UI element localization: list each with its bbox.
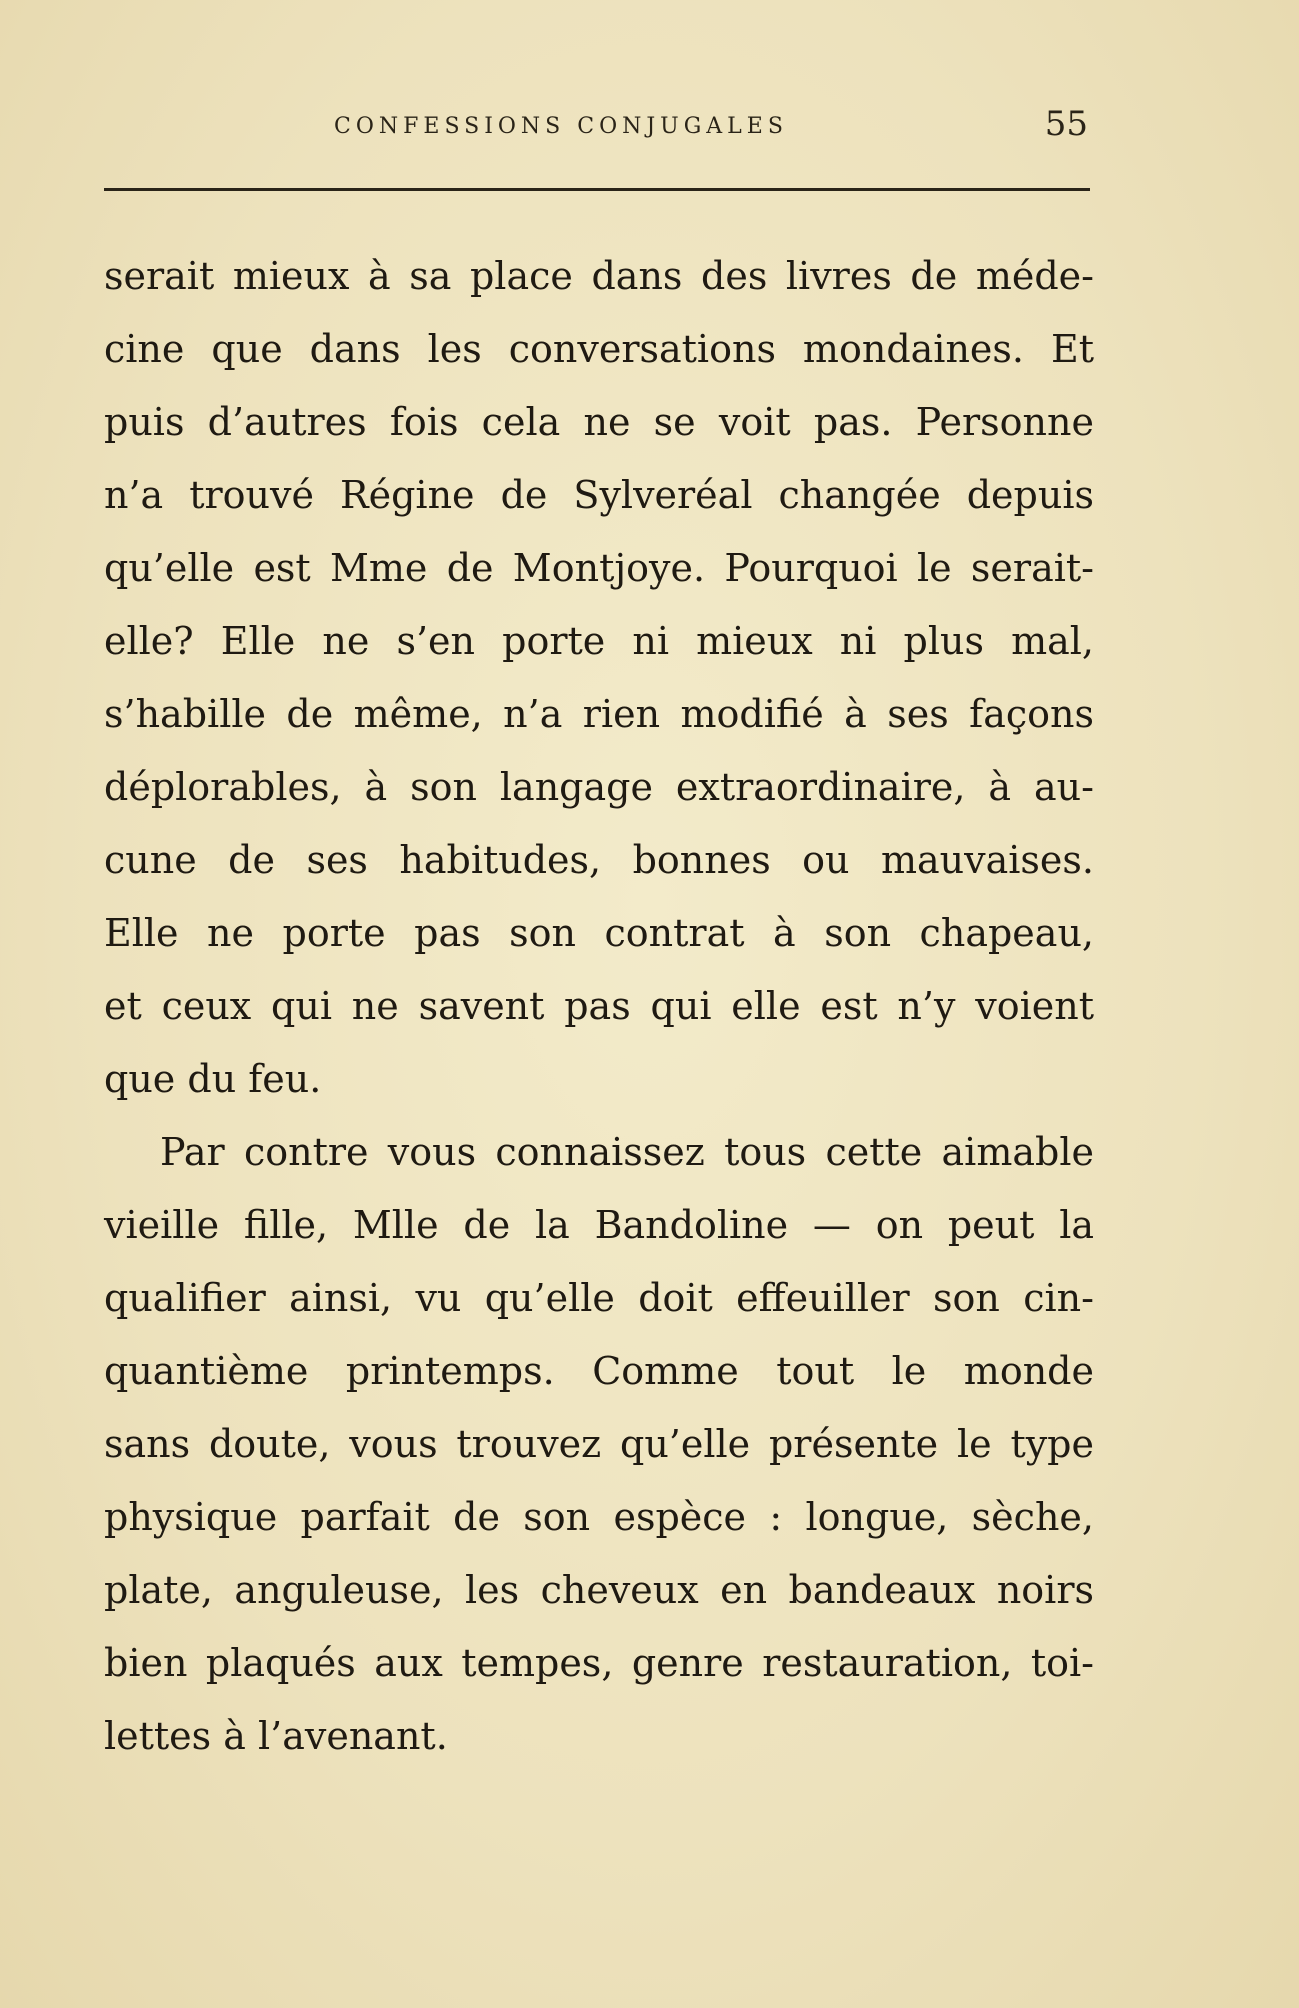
running-title: CONFESSIONS CONJUGALES — [334, 114, 788, 139]
text-line: puis d’autres fois cela ne se voit pas. Personne — [104, 400, 1094, 444]
text-line: serait mieux à sa place dans des livres de méde- — [104, 254, 1094, 298]
text-line: quantième printemps. Comme tout le monde — [104, 1349, 1094, 1393]
text-line: s’habille de même, n’a rien modifié à ses façons — [104, 692, 1094, 736]
paragraph-1 — [104, 240, 1094, 1116]
body-text — [104, 240, 1094, 1773]
text-line: qualifier ainsi, vu qu’elle doit effeuiller son cin- — [104, 1276, 1094, 1320]
text-line: lettes à l’avenant. — [104, 1714, 448, 1758]
text-line: bien plaqués aux tempes, genre restauration, toi- — [104, 1641, 1094, 1685]
text-line: sans doute, vous trouvez qu’elle présente le type — [104, 1422, 1094, 1466]
text-line: cine que dans les conversations mondaines. Et — [104, 327, 1094, 371]
text-line: n’a trouvé Régine de Sylveréal changée depuis — [104, 473, 1094, 517]
text-line: physique parfait de son espèce : longue, sèche, — [104, 1495, 1094, 1539]
text-line: cune de ses habitudes, bonnes ou mauvaises. — [104, 838, 1094, 882]
paragraph-2 — [104, 1116, 1094, 1773]
header-rule — [104, 188, 1090, 191]
page-number: 55 — [1044, 104, 1088, 144]
page-header — [104, 100, 1090, 160]
text-line: vieille fille, Mlle de la Bandoline — on peut la — [104, 1203, 1094, 1247]
text-line: déplorables, à son langage extraordinaire, à au- — [104, 765, 1094, 809]
text-line: plate, anguleuse, les cheveux en bandeaux noirs — [104, 1568, 1094, 1612]
text-line: qu’elle est Mme de Montjoye. Pourquoi le serait- — [104, 546, 1094, 590]
text-line: et ceux qui ne savent pas qui elle est n’y voient — [104, 984, 1094, 1028]
text-line: elle? Elle ne s’en porte ni mieux ni plus mal, — [104, 619, 1094, 663]
text-line: que du feu. — [104, 1057, 322, 1101]
text-line: Elle ne porte pas son contrat à son chapeau, — [104, 911, 1094, 955]
text-line: Par contre vous connaissez tous cette aimable — [160, 1130, 1094, 1174]
